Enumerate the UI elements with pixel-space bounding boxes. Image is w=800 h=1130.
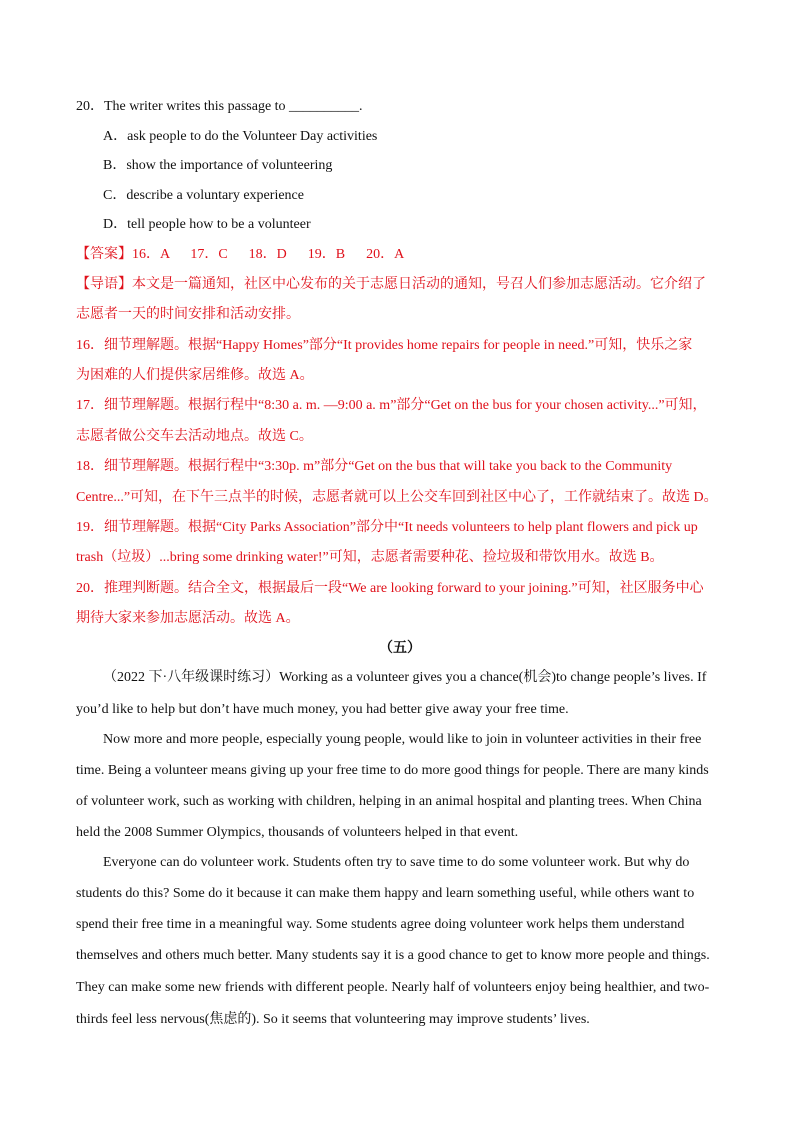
explanation-17-line-2: 志愿者做公交车去活动地点。故选 C。 [76, 429, 313, 444]
option-d: D．tell people how to be a volunteer [103, 217, 311, 232]
explanation-19-line-2: trash（垃圾）...bring some drinking water!”可知，志愿者需要种花、捡垃圾和带饮用水。故选 B。 [76, 550, 664, 565]
passage-p3-line-1: Everyone can do volunteer work. Students often try to save time to do some volunteer work. But why do [103, 855, 690, 870]
question-20-stem: 20．The writer writes this passage to __________. [76, 99, 363, 114]
option-c: C．describe a voluntary experience [103, 188, 304, 203]
passage-p2-line-3: of volunteer work, such as working with children, helping in an animal hospital and planting trees. When China [76, 794, 702, 809]
passage-p3-line-4: themselves and others much better. Many students say it is a good chance to get to know more people and things. [76, 948, 710, 963]
passage-p2-line-4: held the 2008 Summer Olympics, thousands of volunteers helped in that event. [76, 825, 519, 840]
explanation-20-line-2: 期待大家来参加志愿活动。故选 A。 [76, 611, 300, 626]
explanation-18-line-1: 18．细节理解题。根据行程中“3:30p. m”部分“Get on the bus that will take you back to the Community [76, 459, 673, 474]
passage-p3-line-2: students do this? Some do it because it can make them happy and learn something useful, while others want to [76, 886, 695, 901]
explanation-20-line-1: 20．推理判断题。结合全文，根据最后一段“We are looking forward to your joining.”可知，社区服务中心 [76, 581, 704, 596]
guide-line-1: 【导语】本文是一篇通知，社区中心发布的关于志愿日活动的通知，号召人们参加志愿活动。它介绍了 [76, 277, 706, 292]
explanation-19-line-1: 19．细节理解题。根据“City Parks Association”部分中“It needs volunteers to help plant flowers and pick up [76, 520, 698, 535]
explanation-16-line-1: 16．细节理解题。根据“Happy Homes”部分“It provides home repairs for people in need.”可知，快乐之家 [76, 338, 693, 353]
answer-key: 【答案】16．A 17．C 18．D 19．B 20．A [76, 247, 405, 262]
passage-p3-line-3: spend their free time in a meaningful way. Some students agree doing volunteer work helps them understand [76, 917, 685, 932]
option-b: B．show the importance of volunteering [103, 158, 333, 173]
passage-p3-line-5: They can make some new friends with different people. Nearly half of volunteers enjoy being healthier, and two- [76, 980, 710, 995]
explanation-18-line-2: Centre...”可知，在下午三点半的时候，志愿者就可以上公交车回到社区中心了，工作就结束了。故选 D。 [76, 490, 718, 505]
explanation-16-line-2: 为困难的人们提供家居维修。故选 A。 [76, 368, 314, 383]
option-a: A．ask people to do the Volunteer Day activities [103, 129, 378, 144]
passage-p2-line-1: Now more and more people, especially young people, would like to join in volunteer activities in their free [103, 732, 702, 747]
guide-line-2: 志愿者一天的时间安排和活动安排。 [76, 307, 300, 322]
passage-p1-line-2: you’d like to help but don’t have much money, you had better give away your free time. [76, 702, 569, 717]
passage-p1-line-1: （2022 下·八年级课时练习）Working as a volunteer gives you a chance(机会)to change people’s lives. If [103, 670, 707, 685]
section-heading: （五） [379, 641, 421, 656]
explanation-17-line-1: 17．细节理解题。根据行程中“8:30 a. m. —9:00 a. m”部分“Get on the bus for your chosen activity...”可知， [76, 398, 707, 413]
passage-p2-line-2: time. Being a volunteer means giving up your free time to do more good things for people. There are many kinds [76, 763, 709, 778]
passage-p3-line-6: thirds feel less nervous(焦虑的). So it seems that volunteering may improve students’ lives. [76, 1012, 590, 1027]
